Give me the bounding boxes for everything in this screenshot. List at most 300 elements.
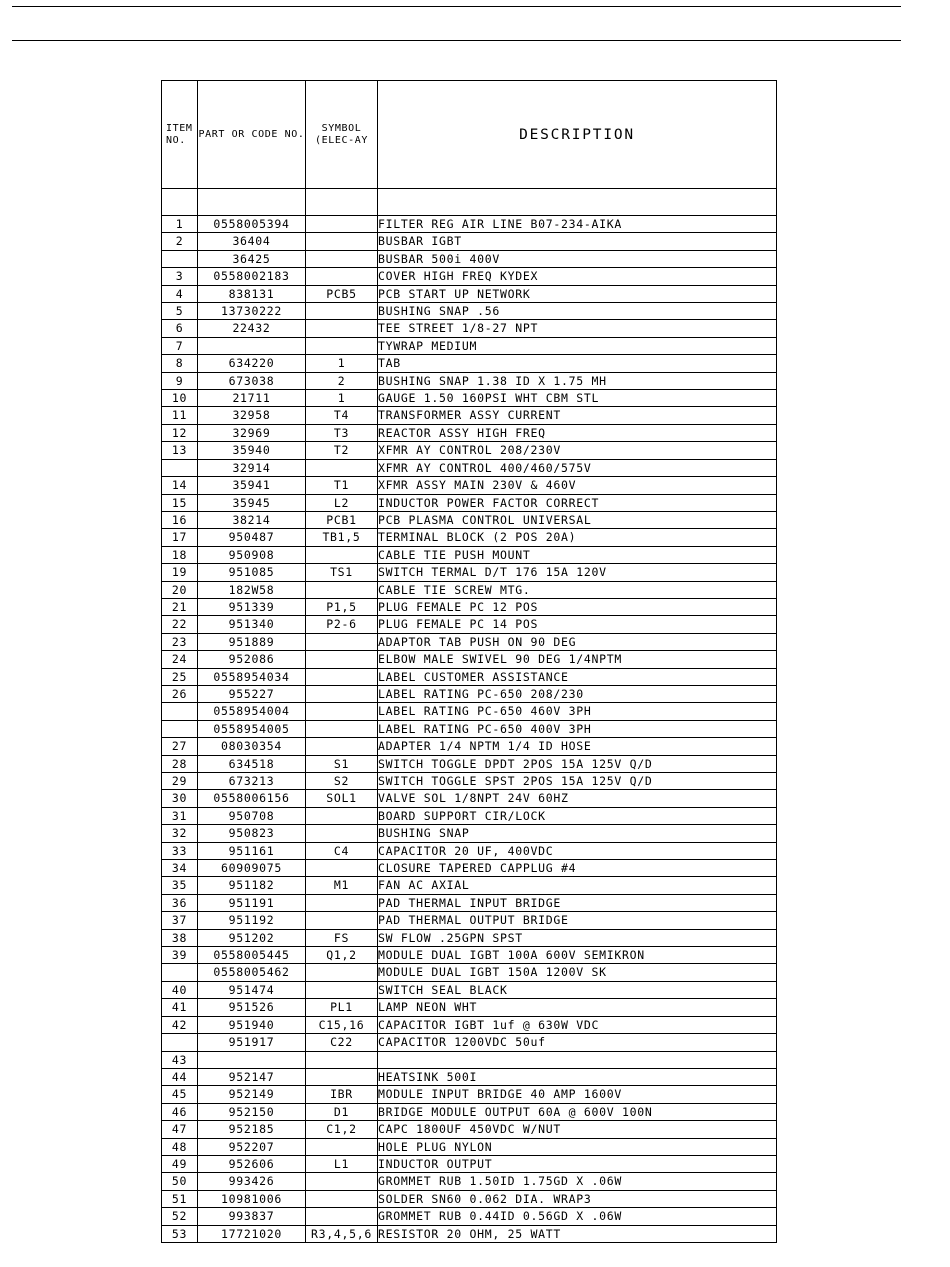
item-no-cell: 1 [162,216,198,233]
description-cell: ELBOW MALE SWIVEL 90 DEG 1/4NPTM [378,651,777,668]
description-cell: LAMP NEON WHT [378,999,777,1016]
description-cell: CABLE TIE SCREW MTG. [378,581,777,598]
symbol-cell [306,912,378,929]
description-cell: SWITCH TERMAL D/T 176 15A 120V [378,564,777,581]
description-cell: XFMR AY CONTROL 208/230V [378,442,777,459]
symbol-cell: TS1 [306,564,378,581]
item-no-cell: 3 [162,268,198,285]
table-row [162,1103,777,1120]
table-row [162,842,777,859]
item-no-cell: 12 [162,424,198,441]
part-no-cell: 951191 [198,894,306,911]
part-no-cell: 634220 [198,355,306,372]
item-no-cell: 48 [162,1138,198,1155]
table-row [162,999,777,1016]
blank-cell [306,189,378,216]
symbol-cell [306,1208,378,1225]
part-no-cell: 35945 [198,494,306,511]
header-rule [12,40,901,41]
symbol-cell [306,1068,378,1085]
part-no-cell [198,1051,306,1068]
table-row [162,459,777,476]
table-row [162,1225,777,1242]
item-no-cell: 39 [162,947,198,964]
item-no-cell: 16 [162,511,198,528]
top-rule [12,6,901,7]
symbol-cell: M1 [306,877,378,894]
part-no-cell: 0558005445 [198,947,306,964]
symbol-cell: TB1,5 [306,529,378,546]
part-no-cell: 951526 [198,999,306,1016]
item-no-cell: 37 [162,912,198,929]
item-no-cell: 34 [162,860,198,877]
part-no-cell: 38214 [198,511,306,528]
column-header-part-or-code: PART OR CODE NO. [198,81,306,189]
part-no-cell: 35941 [198,477,306,494]
table-row [162,668,777,685]
item-no-cell: 17 [162,529,198,546]
description-cell: XFMR AY CONTROL 400/460/575V [378,459,777,476]
item-no-cell: 42 [162,1016,198,1033]
item-no-cell: 51 [162,1190,198,1207]
table-row [162,424,777,441]
description-cell: LABEL RATING PC-650 208/230 [378,685,777,702]
item-no-cell: 7 [162,337,198,354]
item-no-cell: 38 [162,929,198,946]
table-row [162,372,777,389]
table-row [162,1051,777,1068]
symbol-cell: S2 [306,773,378,790]
symbol-cell: C22 [306,1034,378,1051]
part-no-cell: 32969 [198,424,306,441]
description-cell: RESISTOR 20 OHM, 25 WATT [378,1225,777,1242]
table-row [162,268,777,285]
item-no-cell: 35 [162,877,198,894]
part-no-cell: 36404 [198,233,306,250]
item-no-cell: 27 [162,738,198,755]
symbol-cell: S1 [306,755,378,772]
symbol-cell: T2 [306,442,378,459]
item-no-cell: 25 [162,668,198,685]
part-no-cell: 0558954004 [198,703,306,720]
description-cell: CABLE TIE PUSH MOUNT [378,546,777,563]
part-no-cell: 21711 [198,390,306,407]
table-row [162,1138,777,1155]
symbol-cell [306,668,378,685]
symbol-cell [306,807,378,824]
part-no-cell: 950487 [198,529,306,546]
symbol-cell: PL1 [306,999,378,1016]
table-row [162,1034,777,1051]
part-no-cell: 951192 [198,912,306,929]
part-no-cell: 13730222 [198,303,306,320]
symbol-cell: SOL1 [306,790,378,807]
item-no-cell [162,720,198,737]
description-cell: XFMR ASSY MAIN 230V & 460V [378,477,777,494]
symbol-cell: D1 [306,1103,378,1120]
description-cell: PAD THERMAL OUTPUT BRIDGE [378,912,777,929]
item-no-cell: 22 [162,616,198,633]
part-no-cell: 951339 [198,598,306,615]
symbol-cell [306,633,378,650]
item-no-cell: 40 [162,981,198,998]
table-row [162,529,777,546]
description-cell: CAPACITOR 20 UF, 400VDC [378,842,777,859]
description-cell: GAUGE 1.50 160PSI WHT CBM STL [378,390,777,407]
item-no-cell: 50 [162,1173,198,1190]
item-no-cell: 47 [162,1121,198,1138]
description-cell: BUSBAR 500i 400V [378,250,777,267]
symbol-cell [306,320,378,337]
part-no-cell: 951085 [198,564,306,581]
part-no-cell: 993426 [198,1173,306,1190]
description-cell: CLOSURE TAPERED CAPPLUG #4 [378,860,777,877]
part-no-cell: 950823 [198,825,306,842]
item-no-cell: 26 [162,685,198,702]
table-row [162,564,777,581]
column-header-item-no: ITEM NO. [162,81,198,189]
item-no-cell: 23 [162,633,198,650]
symbol-cell [306,1173,378,1190]
part-no-cell: 32914 [198,459,306,476]
part-no-cell: 952149 [198,1086,306,1103]
description-cell: HOLE PLUG NYLON [378,1138,777,1155]
part-no-cell: 634518 [198,755,306,772]
part-no-cell: 35940 [198,442,306,459]
part-no-cell: 673038 [198,372,306,389]
symbol-cell: L2 [306,494,378,511]
table-row [162,651,777,668]
symbol-cell: C1,2 [306,1121,378,1138]
symbol-cell [306,250,378,267]
table-row [162,477,777,494]
part-no-cell: 951340 [198,616,306,633]
item-no-cell: 24 [162,651,198,668]
symbol-cell [306,964,378,981]
item-no-cell: 36 [162,894,198,911]
description-cell: TYWRAP MEDIUM [378,337,777,354]
table-row [162,703,777,720]
description-cell: SWITCH TOGGLE SPST 2POS 15A 125V Q/D [378,773,777,790]
table-row [162,355,777,372]
description-cell: PCB START UP NETWORK [378,285,777,302]
table-row [162,807,777,824]
table-row [162,929,777,946]
description-cell: PLUG FEMALE PC 14 POS [378,616,777,633]
symbol-cell [306,337,378,354]
symbol-cell [306,685,378,702]
description-cell: GROMMET RUB 1.50ID 1.75GD X .06W [378,1173,777,1190]
symbol-cell [306,981,378,998]
symbol-cell [306,738,378,755]
symbol-cell: C4 [306,842,378,859]
table-row [162,912,777,929]
table-row [162,981,777,998]
item-no-cell: 15 [162,494,198,511]
description-cell: MODULE DUAL IGBT 150A 1200V SK [378,964,777,981]
item-no-cell: 43 [162,1051,198,1068]
item-no-cell: 31 [162,807,198,824]
part-no-cell: 673213 [198,773,306,790]
part-no-cell: 952185 [198,1121,306,1138]
part-no-cell: 950908 [198,546,306,563]
table-row [162,1016,777,1033]
symbol-cell [306,651,378,668]
description-cell: CAPACITOR IGBT 1uf @ 630W VDC [378,1016,777,1033]
item-no-cell: 10 [162,390,198,407]
description-cell: BUSBAR IGBT [378,233,777,250]
table-row [162,755,777,772]
part-no-cell: 22432 [198,320,306,337]
symbol-cell [306,303,378,320]
item-no-cell: 32 [162,825,198,842]
part-no-cell: 60909075 [198,860,306,877]
table-row [162,1086,777,1103]
table-row [162,877,777,894]
symbol-cell: 2 [306,372,378,389]
description-cell: MODULE DUAL IGBT 100A 600V SEMIKRON [378,947,777,964]
parts-list-table [161,80,777,1243]
column-header-description: DESCRIPTION [378,81,777,189]
symbol-cell [306,825,378,842]
part-no-cell: 952606 [198,1155,306,1172]
description-cell: LABEL RATING PC-650 400V 3PH [378,720,777,737]
part-no-cell: 0558002183 [198,268,306,285]
table-row [162,1173,777,1190]
description-cell: TERMINAL BLOCK (2 POS 20A) [378,529,777,546]
table-row [162,738,777,755]
symbol-cell: C15,16 [306,1016,378,1033]
part-no-cell: 951474 [198,981,306,998]
symbol-cell: L1 [306,1155,378,1172]
description-cell: COVER HIGH FREQ KYDEX [378,268,777,285]
part-no-cell: 10981006 [198,1190,306,1207]
symbol-cell: FS [306,929,378,946]
part-no-cell: 950708 [198,807,306,824]
part-no-cell: 952207 [198,1138,306,1155]
description-cell: ADAPTOR TAB PUSH ON 90 DEG [378,633,777,650]
symbol-cell: P1,5 [306,598,378,615]
part-no-cell: 993837 [198,1208,306,1225]
symbol-cell: 1 [306,355,378,372]
symbol-cell [306,233,378,250]
table-row [162,825,777,842]
table-row [162,616,777,633]
description-cell: CAPC 1800UF 450VDC W/NUT [378,1121,777,1138]
description-cell: HEATSINK 500I [378,1068,777,1085]
description-cell [378,1051,777,1068]
description-cell: INDUCTOR POWER FACTOR CORRECT [378,494,777,511]
description-cell: MODULE INPUT BRIDGE 40 AMP 1600V [378,1086,777,1103]
symbol-cell [306,581,378,598]
table-row [162,685,777,702]
symbol-cell [306,546,378,563]
table-row [162,790,777,807]
table-row [162,773,777,790]
part-no-cell: 0558005462 [198,964,306,981]
part-no-cell: 0558954034 [198,668,306,685]
part-no-cell: 0558954005 [198,720,306,737]
table-row [162,1068,777,1085]
description-cell: SWITCH TOGGLE DPDT 2POS 15A 125V Q/D [378,755,777,772]
part-no-cell: 952086 [198,651,306,668]
description-cell: SOLDER SN60 0.062 DIA. WRAP3 [378,1190,777,1207]
description-cell: BUSHING SNAP .56 [378,303,777,320]
symbol-cell: T4 [306,407,378,424]
item-no-cell [162,1034,198,1051]
description-cell: VALVE SOL 1/8NPT 24V 60HZ [378,790,777,807]
part-no-cell: 951202 [198,929,306,946]
item-no-cell: 52 [162,1208,198,1225]
symbol-cell: T1 [306,477,378,494]
item-no-cell: 30 [162,790,198,807]
symbol-cell: 1 [306,390,378,407]
table-row [162,581,777,598]
item-no-cell: 53 [162,1225,198,1242]
part-no-cell: 951940 [198,1016,306,1033]
description-cell: REACTOR ASSY HIGH FREQ [378,424,777,441]
item-no-cell: 45 [162,1086,198,1103]
part-no-cell [198,337,306,354]
item-no-cell: 28 [162,755,198,772]
item-no-cell: 41 [162,999,198,1016]
item-no-cell: 33 [162,842,198,859]
table-row [162,233,777,250]
description-cell: FILTER REG AIR LINE B07-234-AIKA [378,216,777,233]
item-no-cell: 11 [162,407,198,424]
table-row [162,1121,777,1138]
table-row [162,598,777,615]
part-no-cell: 0558006156 [198,790,306,807]
item-no-cell: 13 [162,442,198,459]
symbol-cell: R3,4,5,6 [306,1225,378,1242]
part-no-cell: 951917 [198,1034,306,1051]
description-cell: CAPACITOR 1200VDC 50uf [378,1034,777,1051]
table-row [162,1208,777,1225]
part-no-cell: 182W58 [198,581,306,598]
description-cell: BRIDGE MODULE OUTPUT 60A @ 600V 100N [378,1103,777,1120]
table-row [162,320,777,337]
column-header-symbol: SYMBOL (ELEC-AY [306,81,378,189]
part-no-cell: 838131 [198,285,306,302]
part-no-cell: 36425 [198,250,306,267]
symbol-cell: T3 [306,424,378,441]
description-cell: SWITCH SEAL BLACK [378,981,777,998]
table-row [162,633,777,650]
description-cell: TRANSFORMER ASSY CURRENT [378,407,777,424]
table-row [162,720,777,737]
symbol-cell [306,720,378,737]
description-cell: INDUCTOR OUTPUT [378,1155,777,1172]
symbol-cell [306,703,378,720]
item-no-cell: 18 [162,546,198,563]
symbol-cell: PCB5 [306,285,378,302]
table-row [162,442,777,459]
item-no-cell: 2 [162,233,198,250]
symbol-cell [306,216,378,233]
table-row [162,511,777,528]
part-no-cell: 955227 [198,685,306,702]
part-no-cell: 32958 [198,407,306,424]
description-cell: PAD THERMAL INPUT BRIDGE [378,894,777,911]
item-no-cell: 4 [162,285,198,302]
description-cell: BUSHING SNAP [378,825,777,842]
table-row [162,894,777,911]
item-no-cell [162,459,198,476]
symbol-cell [306,268,378,285]
table-row [162,1190,777,1207]
item-no-cell: 6 [162,320,198,337]
table-row [162,285,777,302]
description-cell: TEE STREET 1/8-27 NPT [378,320,777,337]
item-no-cell: 8 [162,355,198,372]
item-no-cell: 49 [162,1155,198,1172]
blank-cell [198,189,306,216]
item-no-cell [162,250,198,267]
symbol-cell [306,894,378,911]
symbol-cell [306,860,378,877]
part-no-cell: 952150 [198,1103,306,1120]
item-no-cell: 20 [162,581,198,598]
description-cell: FAN AC AXIAL [378,877,777,894]
part-no-cell: 0558005394 [198,216,306,233]
part-no-cell: 08030354 [198,738,306,755]
table-row [162,860,777,877]
description-cell: PCB PLASMA CONTROL UNIVERSAL [378,511,777,528]
table-row [162,964,777,981]
description-cell: PLUG FEMALE PC 12 POS [378,598,777,615]
table-row [162,337,777,354]
blank-spacer-row [162,189,777,216]
part-no-cell: 951161 [198,842,306,859]
table-row [162,494,777,511]
symbol-cell: IBR [306,1086,378,1103]
description-cell: BUSHING SNAP 1.38 ID X 1.75 MH [378,372,777,389]
item-no-cell: 29 [162,773,198,790]
part-no-cell: 951182 [198,877,306,894]
table-row [162,1155,777,1172]
table-row [162,947,777,964]
table-row [162,216,777,233]
description-cell: LABEL CUSTOMER ASSISTANCE [378,668,777,685]
symbol-cell [306,1190,378,1207]
description-cell: LABEL RATING PC-650 460V 3PH [378,703,777,720]
description-cell: BOARD SUPPORT CIR/LOCK [378,807,777,824]
table-row [162,303,777,320]
description-cell: TAB [378,355,777,372]
table-row [162,250,777,267]
part-no-cell: 17721020 [198,1225,306,1242]
symbol-cell [306,459,378,476]
table-row [162,546,777,563]
symbol-cell: PCB1 [306,511,378,528]
item-no-cell: 9 [162,372,198,389]
description-cell: SW FLOW .25GPN SPST [378,929,777,946]
table-header-row [162,81,777,189]
item-no-cell [162,703,198,720]
item-no-cell: 44 [162,1068,198,1085]
symbol-cell [306,1138,378,1155]
item-no-cell: 5 [162,303,198,320]
table-row [162,390,777,407]
item-no-cell: 21 [162,598,198,615]
symbol-cell [306,1051,378,1068]
description-cell: GROMMET RUB 0.44ID 0.56GD X .06W [378,1208,777,1225]
part-no-cell: 951889 [198,633,306,650]
blank-cell [378,189,777,216]
part-no-cell: 952147 [198,1068,306,1085]
description-cell: ADAPTER 1/4 NPTM 1/4 ID HOSE [378,738,777,755]
